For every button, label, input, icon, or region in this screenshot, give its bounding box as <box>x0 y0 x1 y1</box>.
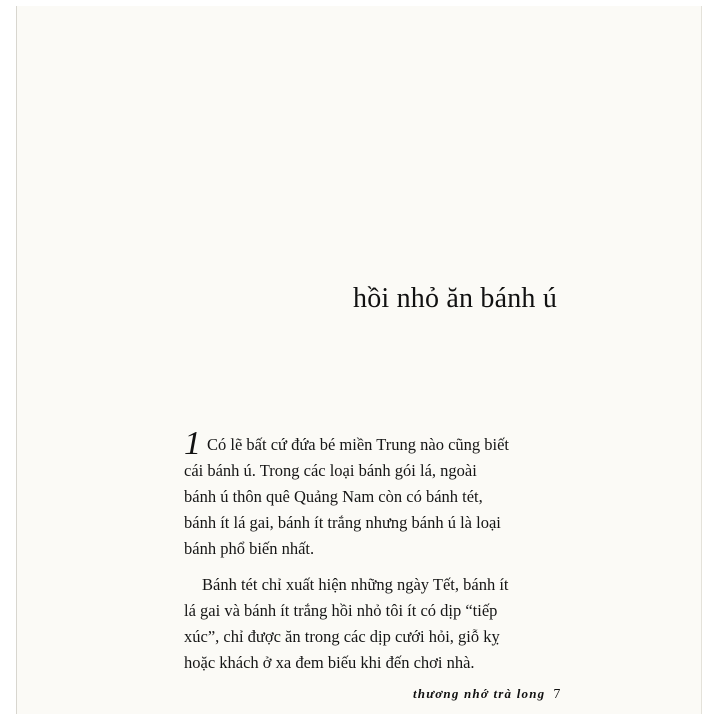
paragraph-1-line-1 <box>184 425 584 462</box>
book-page <box>16 6 702 714</box>
chapter-number: 1 <box>184 425 201 462</box>
paragraph-2-line-3: xúc”, chỉ được ăn trong các dịp cưới hỏi, giỗ kỵ <box>184 627 500 646</box>
running-footer <box>413 686 560 703</box>
paragraph-1-line-2: cái bánh ú. Trong các loại bánh gói lá, ngoài <box>184 461 477 480</box>
paragraph-1-line-4: bánh ít lá gai, bánh ít trắng nhưng bánh ú là loại <box>184 513 501 532</box>
paragraph-1-line-1-text: Có lẽ bất cứ đứa bé miền Trung nào cũng biết <box>207 435 510 454</box>
paragraph-2 <box>184 572 584 676</box>
chapter-body <box>184 425 584 676</box>
chapter-title: hồi nhỏ ăn bánh ú <box>353 283 558 314</box>
paragraph-2-line-2: lá gai và bánh ít trắng hồi nhỏ tôi ít có dịp “tiếp <box>184 601 498 620</box>
page-number: 7 <box>553 687 561 702</box>
paragraph-1-line-5: bánh phổ biến nhất. <box>184 539 315 558</box>
paragraph-2-line-4: hoặc khách ở xa đem biếu khi đến chơi nhà. <box>184 653 475 672</box>
paragraph-1-line-3: bánh ú thôn quê Quảng Nam còn có bánh tét, <box>184 487 483 506</box>
paragraph-1 <box>184 425 584 562</box>
footer-book-title: thương nhớ trà long <box>413 686 546 701</box>
paragraph-2-line-1: Bánh tét chỉ xuất hiện những ngày Tết, bánh ít <box>202 575 509 594</box>
